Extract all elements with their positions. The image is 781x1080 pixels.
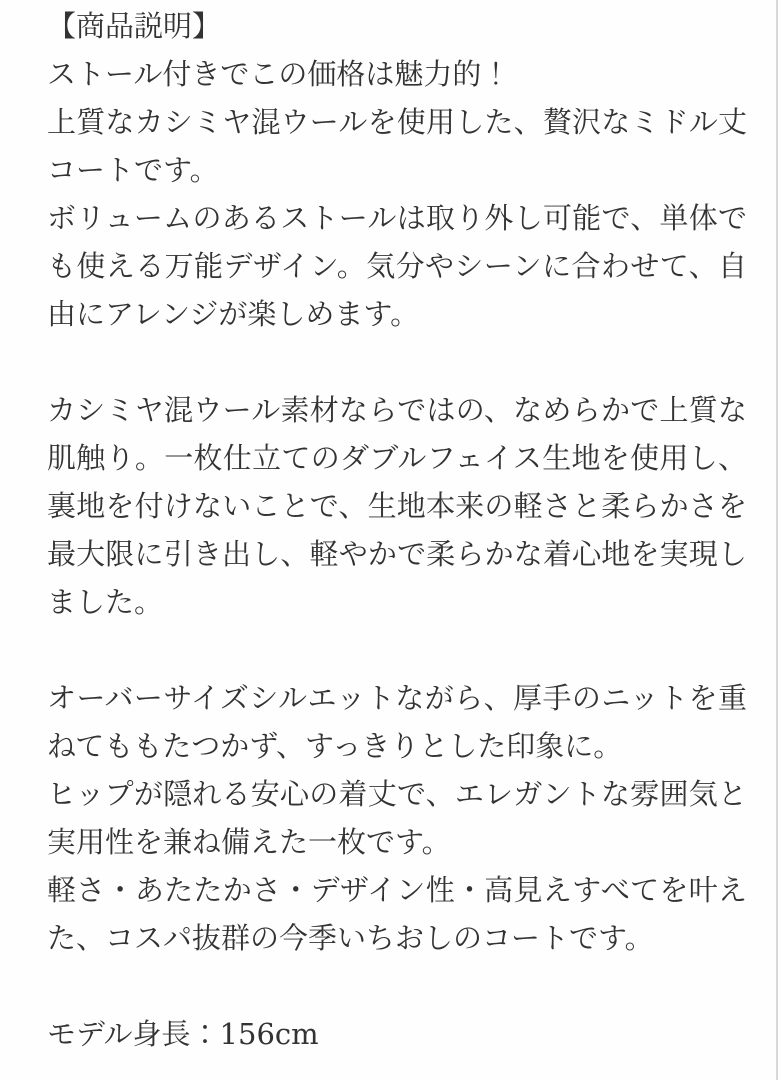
- product-description-heading: 【商品説明】: [47, 9, 222, 43]
- stole-paragraph: ボリュームのあるストールは取り外し可能で、単体でも使える万能デザイン。気分やシーンに合わせて、自由にアレンジが楽しめます。: [47, 201, 747, 331]
- fit-paragraph-1: オーバーサイズシルエットながら、厚手のニットを重ねてももたつかず、すっきりとした印象に。: [47, 681, 747, 763]
- intro-line-2: 上質なカシミヤ混ウールを使用した、贅沢なミドル丈コートです。: [47, 105, 747, 187]
- fit-paragraph-2: ヒップが隠れる安心の着丈で、エレガントな雰囲気と実用性を兼ね備えた一枚です。: [47, 777, 747, 859]
- product-description: [47, 2, 747, 1058]
- paragraph-gap: [47, 626, 747, 674]
- page-right-border: [776, 0, 778, 1080]
- intro-line-1: ストール付きでこの価格は魅力的！: [47, 57, 511, 91]
- fit-paragraph-3: 軽さ・あたたかさ・デザイン性・高見えすべてを叶えた、コスパ抜群の今季いちおしのコートです。: [47, 873, 747, 955]
- paragraph-gap: [47, 338, 747, 386]
- paragraph-gap: [47, 962, 747, 1010]
- model-height-text: モデル身長：156cm: [47, 1017, 319, 1051]
- fabric-paragraph: カシミヤ混ウール素材ならではの、なめらかで上質な肌触り。一枚仕立てのダブルフェイス生地を使用し、裏地を付けないことで、生地本来の軽さと柔らかさを最大限に引き出し、軽やかで柔らかな着心地を実現しました。: [47, 393, 747, 619]
